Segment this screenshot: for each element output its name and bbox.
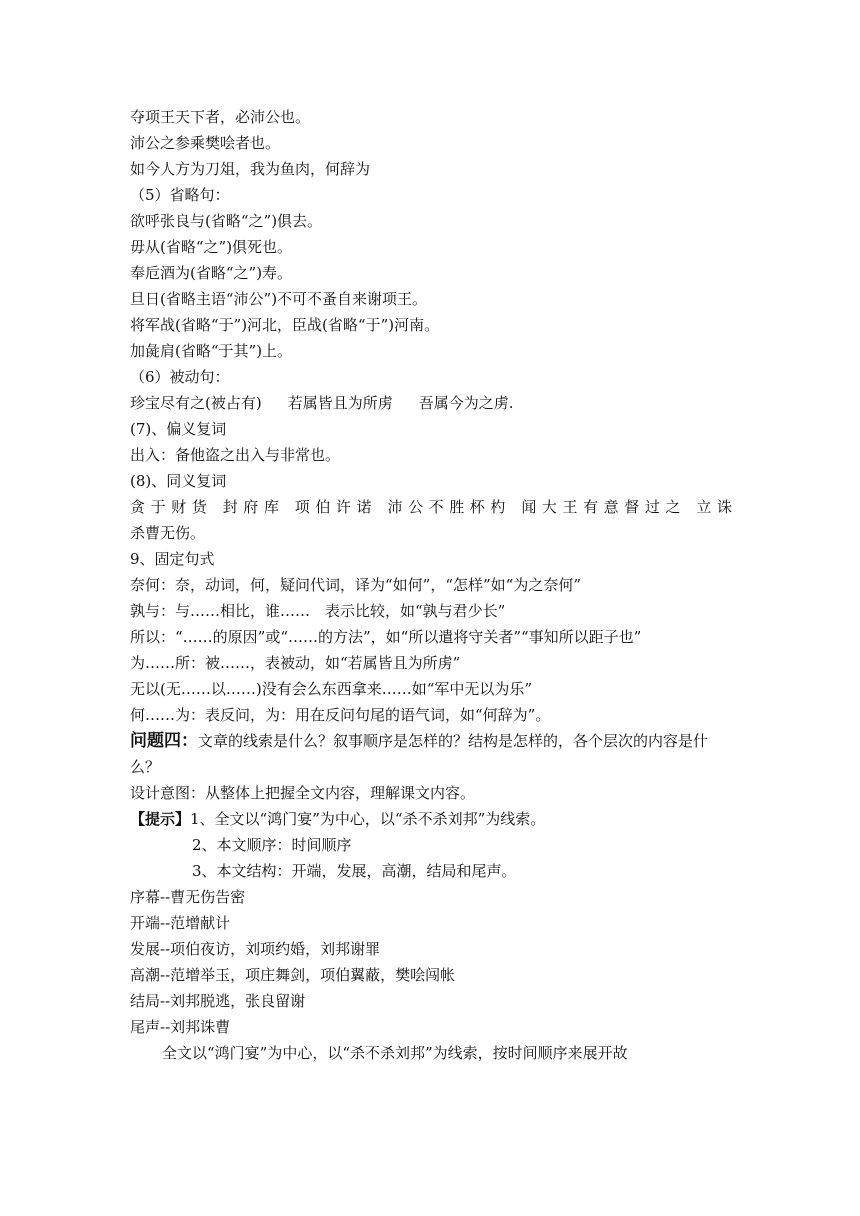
closing-paragraph: 全文以“鸿门宴”为中心，以“杀不杀刘邦”为线索，按时间顺序来展开故 [162,1044,628,1062]
section-heading-passive: （6）被动句： [130,368,230,386]
text-line: 如今人方为刀俎，我为鱼肉，何辞为 [130,160,371,178]
section-heading-fixed-patterns: 9、固定句式 [130,550,215,568]
text-line: 将军战(省略“于”)河北，臣战(省略“于”)河南。 [130,316,440,334]
synonym-example: 封府库 [222,498,285,516]
text-line: 加彘肩(省略“于其”)上。 [130,342,293,360]
hint-label: 【提示】 [130,810,191,828]
document-page [130,104,732,1066]
text-line: 沛公之参乘樊哙者也。 [130,134,281,152]
synonym-example: 项伯许诺 [294,498,378,516]
passive-example: 吾属今为之虏. [418,394,514,412]
passive-example: 若属皆且为所虏 [287,394,393,412]
text-line: 夺项王天下者，必沛公也。 [130,108,311,126]
structure-item: 序幕--曹无伤告密 [130,888,246,906]
text-line: 为……所：被……，表被动，如“若属皆且为所虏” [130,654,461,672]
hint-item: 1、全文以“鸿门宴”为中心，以“杀不杀刘邦”为线索。 [190,810,546,828]
question-text: 文章的线索是什么？叙事顺序是怎样的？结构是怎样的，各个层次的内容是什么？ [130,732,709,776]
text-line: 无以(无……以……)没有会么东西拿来……如“军中无以为乐” [130,680,533,698]
passive-example: 珍宝尽有之(被占有) [130,394,262,412]
section-heading-ellipsis: （5）省略句： [130,186,230,204]
structure-item: 结局--刘邦脱逃，张良留谢 [130,992,306,1010]
structure-item: 发展--项伯夜访，刘项约婚，刘邦谢罪 [130,940,381,958]
structure-item: 尾声--刘邦诛曹 [130,1018,231,1036]
synonym-example: 立诛 [696,498,732,516]
text-line: 何……为：表反问，为：用在反问句尾的语气词，如“何辞为”。 [130,706,551,724]
text-line: 毋从(省略“之”)俱死也。 [130,238,293,256]
hint-item: 3、本文结构：开端，发展，高潮，结局和尾声。 [192,862,517,880]
synonym-example: 沛公不胜杯杓 [387,498,511,516]
section-heading-synonym-compound: (8)、同义复词 [130,472,227,490]
question-paragraph [130,728,732,780]
text-line: 奈何：奈，动词，何，疑问代词，译为“如何”，“怎样”如“为之奈何” [130,576,582,594]
text-line: 欲呼张良与(省略“之”)俱去。 [130,212,323,230]
synonym-examples [130,494,732,520]
text-line: 孰与：与……相比，谁…… 表示比较，如“孰与君少长” [130,602,506,620]
text-line: 杀曹无伤。 [130,524,206,542]
question-label: 问题四： [130,731,198,751]
synonym-example: 贪于财货 [130,498,213,516]
synonym-example: 闻大王有意督过之 [521,498,686,516]
text-line: 出入：备他盗之出入与非常也。 [130,446,341,464]
structure-item: 高潮--范增举玉，项庄舞剑，项伯翼蔽，樊哙闯帐 [130,966,456,984]
hint-line [130,806,732,832]
structure-item: 开端--范增献计 [130,914,231,932]
section-heading-partial-compound: (7)、偏义复词 [130,420,227,438]
design-intent: 设计意图：从整体上把握全文内容，理解课文内容。 [130,784,476,802]
text-line: 旦日(省略主语“沛公”)不可不蚤自来谢项王。 [130,290,428,308]
text-line: 奉卮酒为(省略“之”)寿。 [130,264,293,282]
passive-examples [130,390,732,416]
text-line: 所以：“……的原因”或“……的方法”，如“所以遣将守关者”“事知所以距子也” [130,628,642,646]
hint-item: 2、本文顺序：时间顺序 [192,836,352,854]
